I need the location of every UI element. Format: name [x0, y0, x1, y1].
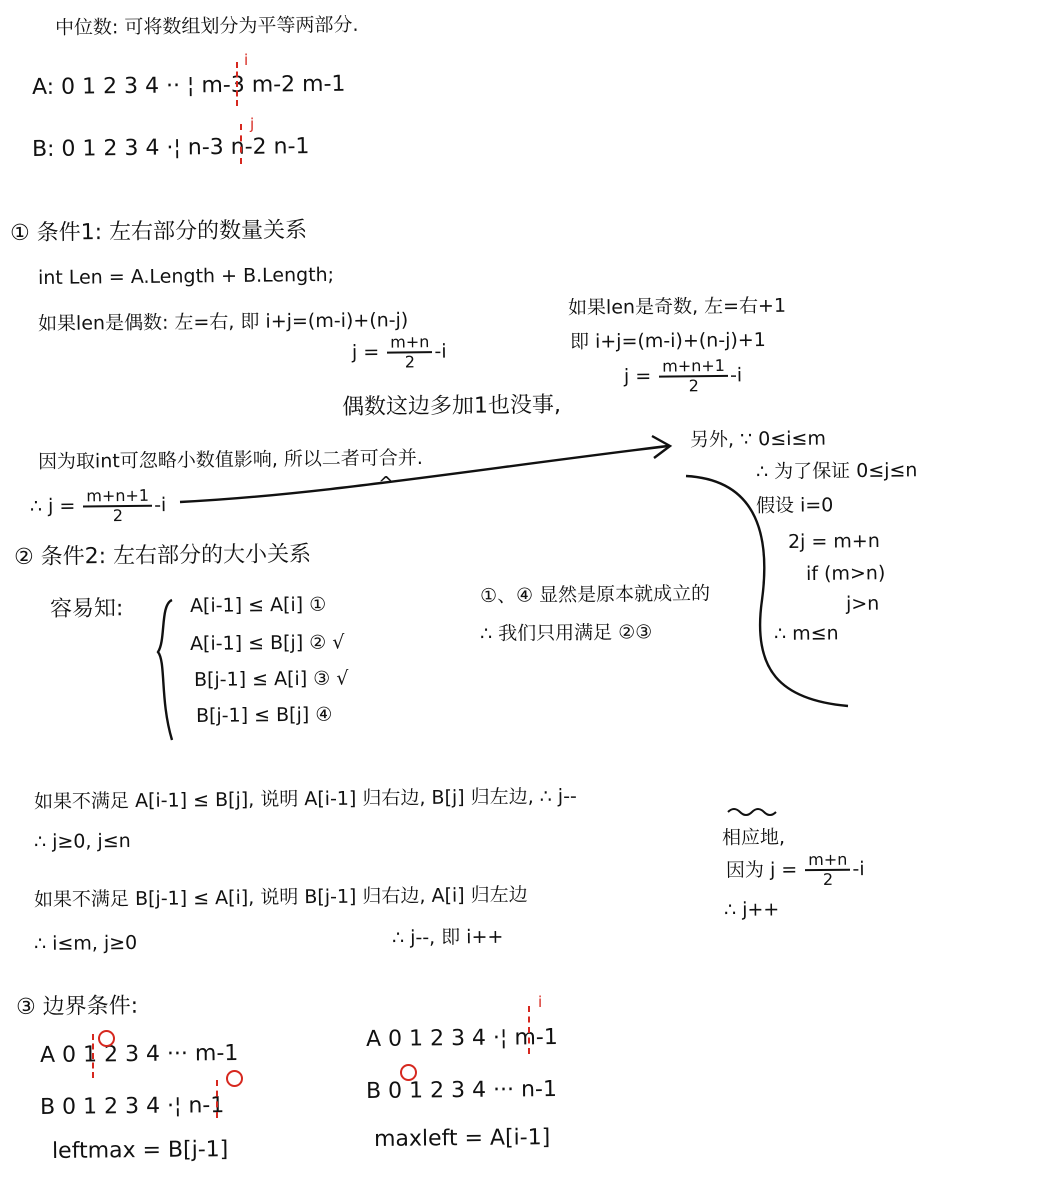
even-case-line: 如果len是偶数: 左=右, 即 i+j=(m-i)+(n-j)	[37, 309, 409, 335]
boundary-right-a: A 0 1 2 3 4 ·¦ m-1	[365, 1024, 558, 1052]
formula-rhs: -i	[729, 364, 743, 387]
formula-lhs: ∴ j =	[29, 495, 76, 518]
array-b-row: B: 0 1 2 3 4 ·¦ n-3 n-2 n-1	[31, 134, 310, 162]
split-marker-j: j	[250, 115, 255, 133]
intro-heading: 中位数: 可将数组划分为平等两部分.	[54, 13, 359, 39]
condition2-note-1: ①、④ 显然是原本就成立的	[479, 582, 711, 607]
maxleft-formula: maxleft = A[i-1]	[373, 1125, 551, 1152]
adjust-rule-1: 如果不满足 A[i-1] ≤ B[j], 说明 A[i-1] 归右边, B[j] 归左边, ∴ j--	[33, 785, 577, 813]
split-marker-i: i	[244, 51, 249, 69]
odd-case-equation: 即 i+j=(m-i)+(n-j)+1	[569, 328, 766, 353]
boundary-left-b: B 0 1 2 3 4 ·¦ n-1	[39, 1093, 225, 1120]
easy-to-know-label: 容易知:	[49, 596, 124, 622]
numerator: m+n	[805, 851, 850, 871]
condition1-title: ① 条件1: 左右部分的数量关系	[9, 217, 308, 246]
aside-line-7: ∴ m≤n	[773, 622, 839, 645]
inequality-3: B[j-1] ≤ A[i] ③ √	[193, 667, 349, 691]
aside-line-5: if (m>n)	[805, 562, 886, 585]
correspondingly-result: ∴ j++	[723, 898, 780, 921]
denominator: 2	[822, 869, 834, 889]
inequality-1: A[i-1] ≤ A[i] ①	[189, 593, 327, 617]
aside-divider-curve	[686, 476, 848, 706]
even-extra-note: 偶数这边多加1也没事,	[341, 392, 562, 420]
aside-line-1: 另外, ∵ 0≤i≤m	[689, 427, 827, 451]
aside-line-4: 2j = m+n	[787, 530, 880, 553]
aside-line-2: ∴ 为了保证 0≤j≤n	[755, 459, 918, 483]
adjust-rule-2-range: ∴ i≤m, j≥0	[33, 931, 138, 955]
length-code: int Len = A.Length + B.Length;	[37, 263, 335, 289]
boundary-right-b: B 0 1 2 3 4 ··· n-1	[365, 1077, 558, 1104]
numerator: m+n	[387, 333, 432, 353]
wavy-underline	[728, 809, 776, 815]
inequality-4: B[j-1] ≤ B[j] ④	[195, 703, 333, 727]
formula-rhs: -i	[852, 858, 865, 881]
correspondingly-label: 相应地,	[721, 826, 786, 849]
formula-lhs: j =	[351, 341, 380, 364]
left-brace	[158, 600, 172, 740]
adjust-rule-2: 如果不满足 B[j-1] ≤ A[i], 说明 B[j-1] 归右边, A[i] 归左边	[33, 883, 528, 911]
leftmax-formula: leftmax = B[j-1]	[51, 1137, 229, 1164]
formula-rhs: -i	[434, 340, 447, 363]
arrow-line	[180, 446, 668, 502]
inequality-2: A[i-1] ≤ B[j] ② √	[189, 631, 345, 655]
boundary-left-a: A 0 1 2 3 4 ··· m-1	[39, 1040, 239, 1068]
boundary-marker-i: i	[538, 993, 543, 1011]
aside-line-6: j>n	[845, 592, 880, 615]
aside-line-3: 假设 i=0	[755, 494, 834, 517]
denominator: 2	[404, 352, 416, 372]
numerator: m+n+1	[659, 357, 728, 378]
formula-lhs: j =	[623, 365, 652, 388]
array-a-row: A: 0 1 2 3 4 ·· ¦ m-3 m-2 m-1	[31, 71, 346, 100]
condition2-note-2: ∴ 我们只用满足 ②③	[479, 621, 653, 645]
boundary-title: ③ 边界条件:	[15, 993, 139, 1020]
numerator: m+n+1	[83, 487, 152, 508]
condition2-title: ② 条件2: 左右部分的大小关系	[13, 541, 312, 570]
odd-case-line: 如果len是奇数, 左=右+1	[567, 294, 787, 319]
denominator: 2	[688, 376, 699, 396]
formula-rhs: -i	[154, 494, 167, 517]
int-truncation-note: 因为取int可忽略小数值影响, 所以二者可合并.	[37, 446, 423, 473]
denominator: 2	[112, 506, 124, 526]
adjust-rule-1-range: ∴ j≥0, j≤n	[33, 829, 131, 853]
formula-lhs: 因为 j =	[725, 858, 798, 882]
insertion-caret: ^	[377, 472, 395, 495]
adjust-rule-2-result: ∴ j--, 即 i++	[391, 925, 504, 949]
